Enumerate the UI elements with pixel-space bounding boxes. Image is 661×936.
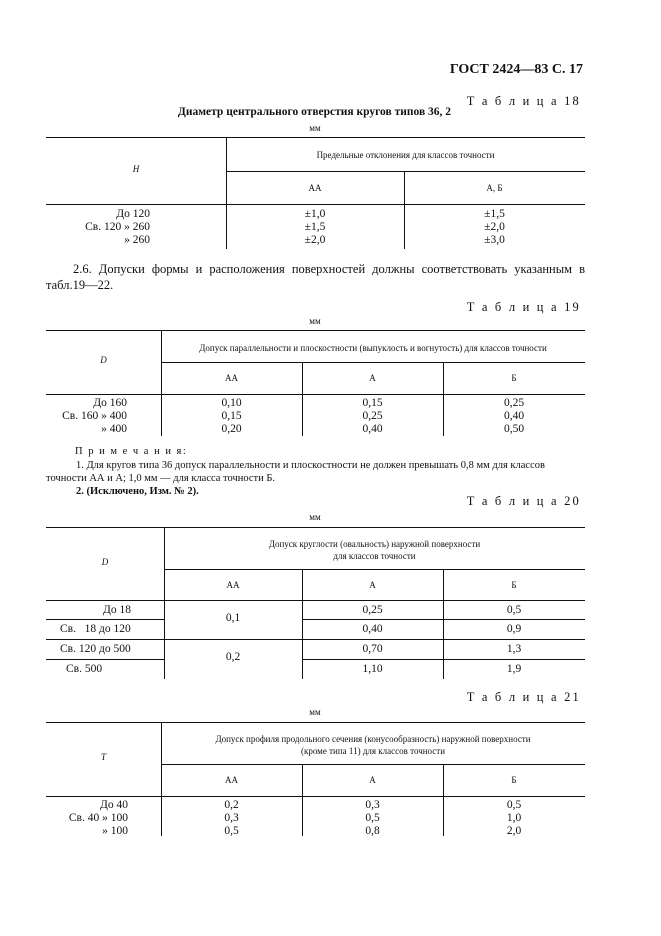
header-line: для классов точности	[333, 551, 416, 561]
table-cell: 1,10	[362, 663, 383, 675]
table-cell: ±3,0	[484, 234, 505, 246]
notes-block	[46, 459, 585, 498]
table-21-unit: мм	[309, 707, 321, 717]
table-cell: 0,40	[362, 423, 383, 435]
table-18-param-header: Н	[132, 164, 140, 174]
table-cell-merged: 0,1	[225, 612, 241, 624]
table-row: До 120	[116, 208, 150, 220]
table-cell: 0,50	[503, 423, 525, 435]
table-21-col-b: Б	[511, 775, 517, 785]
table-20-col-b: Б	[511, 580, 517, 590]
table-row: Св. 40 » 100	[68, 812, 128, 824]
table-19-col-b: Б	[511, 373, 517, 383]
table-20-group-header	[164, 538, 585, 562]
table-row: Св. 120 » 260	[85, 221, 150, 233]
table-cell-merged: 0,2	[225, 651, 241, 663]
header-line: Допуск круглости (овальность) наружной поверхности	[268, 539, 481, 549]
table-20-col-a: А	[369, 580, 376, 590]
table-18-col-ab: А, Б	[486, 183, 503, 193]
table-cell: ±2,0	[304, 234, 326, 246]
table-21-label: Т а б л и ц а 21	[466, 690, 581, 704]
table-cell: 0,3	[224, 812, 239, 824]
table-cell: 2,0	[506, 825, 522, 837]
table-19-param-header: D	[100, 355, 107, 365]
table-cell: 0,2	[224, 799, 239, 811]
header-line: Допуск профиля продольного сечения (конусообразность) наружной поверхности	[215, 734, 531, 744]
table-row: До 18	[103, 604, 131, 616]
table-cell: 0,25	[362, 410, 383, 422]
table-cell: ±1,0	[304, 208, 326, 220]
table-cell: 0,25	[503, 397, 525, 409]
document-header: ГОСТ 2424—83 С. 17	[449, 62, 583, 77]
table-21-group-header	[161, 733, 585, 757]
table-cell: 0,5	[506, 604, 522, 616]
table-18-label: Т а б л и ц а 18	[466, 94, 581, 108]
notes-heading: П р и м е ч а н и я:	[75, 446, 188, 457]
table-19-col-a: А	[369, 373, 376, 383]
table-21-param-header: Т	[100, 752, 106, 762]
table-20-label: Т а б л и ц а 20	[466, 494, 581, 508]
table-cell: 0,5	[506, 799, 522, 811]
table-row: Св. 160 » 400	[62, 410, 127, 422]
table-cell: 1,0	[506, 812, 522, 824]
note-2: 2. (Исключено, Изм. № 2).	[76, 486, 199, 497]
table-cell: 0,40	[362, 623, 383, 635]
table-19-group-header: Допуск параллельности и плоскостности (выпуклость и вогнутость) для классов точности	[199, 343, 547, 353]
table-cell: 1,9	[506, 663, 522, 675]
table-19-unit: мм	[309, 316, 321, 326]
table-cell: 0,15	[362, 397, 383, 409]
table-cell: 1,3	[506, 643, 522, 655]
table-row: Св. 18 до 120	[60, 623, 131, 635]
table-cell: 0,15	[221, 410, 242, 422]
table-18-col-aa: АА	[308, 183, 322, 193]
table-cell: 0,20	[221, 423, 242, 435]
table-row: Св. 500	[66, 663, 103, 675]
table-row: До 160	[93, 397, 127, 409]
table-row: » 260	[124, 234, 150, 246]
table-cell: ±1,5	[304, 221, 326, 233]
table-18-unit: мм	[309, 123, 321, 133]
table-cell: 0,40	[503, 410, 525, 422]
note-1-line-1: 1. Для кругов типа 36 допуск параллельности и плоскостности не должен превышать 0,8 мм для классов	[76, 460, 545, 471]
table-row: Св. 120 до 500	[60, 643, 131, 655]
table-18-group-header: Предельные отклонения для классов точности	[316, 150, 495, 160]
table-21-col-a: А	[369, 775, 376, 785]
table-19-label: Т а б л и ц а 19	[466, 300, 581, 314]
table-cell: ±2,0	[484, 221, 505, 233]
table-cell: 0,10	[221, 397, 242, 409]
table-21-col-aa: АА	[225, 775, 238, 785]
table-cell: 0,5	[365, 812, 380, 824]
table-row: » 400	[101, 423, 127, 435]
table-cell: ±1,5	[484, 208, 505, 220]
table-cell: 0,9	[506, 623, 522, 635]
table-20-param-header: D	[101, 557, 109, 567]
note-1-line-2: точности АА и А; 1,0 мм — для класса точности Б.	[46, 473, 276, 484]
paragraph-2-6	[46, 261, 585, 293]
table-cell: 0,3	[365, 799, 380, 811]
table-19-col-aa: АА	[225, 373, 238, 383]
table-20-col-aa: АА	[226, 580, 240, 590]
table-row: До 40	[100, 799, 128, 811]
table-cell: 0,8	[365, 825, 380, 837]
table-20-unit: мм	[309, 512, 321, 522]
table-row: » 100	[102, 825, 128, 837]
table-cell: 0,25	[362, 604, 383, 616]
table-cell: 0,70	[362, 643, 383, 655]
paragraph-line: 2.6. Допуски формы и расположения поверхностей должны соответствовать указанным в	[73, 262, 585, 276]
header-line: (кроме типа 11) для классов точности	[300, 746, 446, 756]
table-cell: 0,5	[224, 825, 239, 837]
paragraph-line: табл.19—22.	[46, 278, 114, 292]
table-18-title: Диаметр центрального отверстия кругов типов 36, 2	[177, 106, 452, 118]
